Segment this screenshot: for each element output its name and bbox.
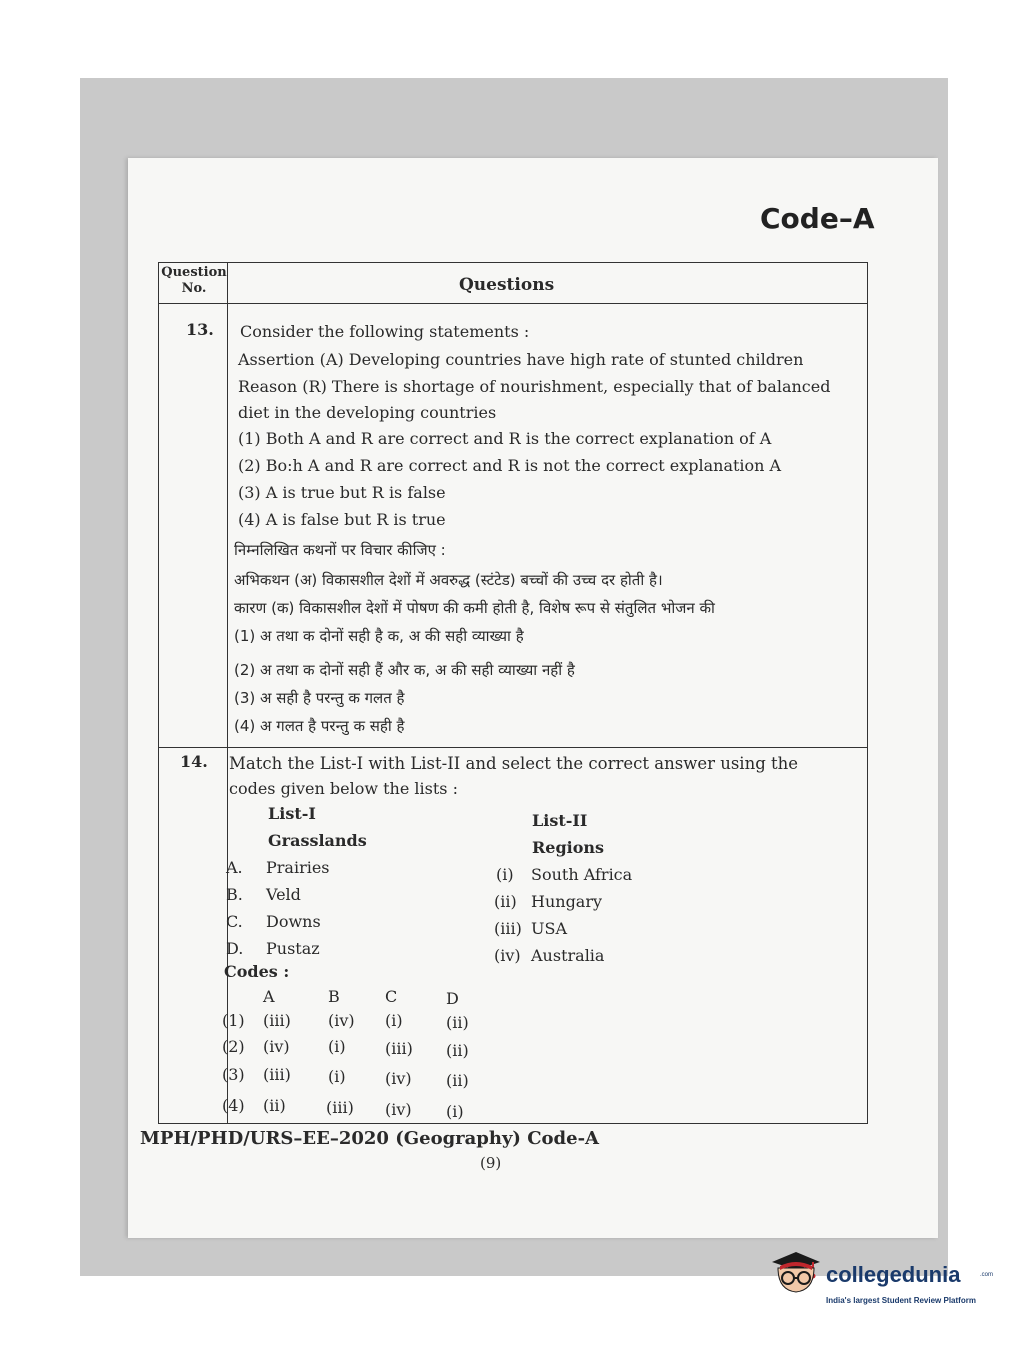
- code-cell: (ii): [446, 1071, 469, 1090]
- q13-line: diet in the developing countries: [238, 403, 497, 422]
- list1-item-key: C.: [226, 912, 243, 931]
- list2-title: List-II: [532, 811, 588, 830]
- q13-hindi-line: कारण (क) विकासशील देशों में पोषण की कमी होती है, विशेष रूप से संतुलित भोजन की: [234, 599, 715, 617]
- code-cell: (ii): [446, 1041, 469, 1060]
- page-number: (9): [480, 1154, 502, 1172]
- q13-hindi-option-1: (1) अ तथा क दोनों सही है क, अ की सही व्याख्या है: [234, 627, 524, 645]
- list1-subtitle: Grasslands: [268, 831, 367, 850]
- q13-hindi-option-4: (4) अ गलत है परन्तु क सही है: [234, 717, 405, 735]
- code-header: C: [385, 987, 398, 1006]
- list1-item-key: D.: [226, 939, 244, 958]
- q13-line: Consider the following statements :: [240, 322, 530, 341]
- code-header: A: [263, 987, 275, 1006]
- code-row-label: (1): [222, 1011, 245, 1030]
- list1-item-value: Prairies: [266, 858, 330, 877]
- q13-line: Assertion (A) Developing countries have high rate of stunted children: [238, 350, 804, 369]
- list1-item-key: A.: [226, 858, 243, 877]
- q13-hindi-option-2: (2) अ तथा क दोनों सही हैं और क, अ की सही व्याख्या नहीं है: [234, 661, 575, 679]
- q13-option-4: (4) A is false but R is true: [238, 510, 446, 529]
- list1-item-value: Downs: [266, 912, 321, 931]
- brand-tagline: India's largest Student Review Platform: [826, 1296, 976, 1305]
- mascot-icon: [772, 1252, 820, 1292]
- question-13-number: 13.: [186, 320, 214, 339]
- code-row-label: (3): [222, 1065, 245, 1084]
- q14-intro-line: codes given below the lists :: [229, 779, 458, 798]
- list1-item-value: Veld: [266, 885, 301, 904]
- list2-item-value: South Africa: [531, 865, 633, 884]
- code-label: Code–A: [760, 202, 875, 235]
- code-header: D: [446, 989, 459, 1008]
- question-14-number: 14.: [180, 752, 208, 771]
- code-header: B: [328, 987, 340, 1006]
- code-cell: (iv): [328, 1011, 355, 1030]
- header-questions: Questions: [459, 275, 555, 295]
- codes-label: Codes :: [224, 962, 290, 981]
- code-cell: (iv): [263, 1037, 290, 1056]
- code-row-label: (4): [222, 1096, 245, 1115]
- list2-item-value: Hungary: [531, 892, 603, 911]
- list1-title: List-I: [268, 804, 316, 823]
- code-cell: (ii): [446, 1013, 469, 1032]
- list2-item-value: USA: [531, 919, 567, 938]
- list2-subtitle: Regions: [532, 838, 605, 857]
- code-cell: (i): [385, 1011, 403, 1030]
- q13-hindi-line: अभिकथन (अ) विकासशील देशों में अवरुद्ध (स्टंटेड) बच्चों की उच्च दर होती है।: [234, 571, 663, 589]
- list2-item-key: (iii): [494, 919, 522, 938]
- list2-item-key: (i): [496, 865, 514, 884]
- code-cell: (iv): [385, 1069, 412, 1088]
- code-cell: (iv): [385, 1100, 412, 1119]
- brand-name: collegedunia: [826, 1262, 961, 1287]
- row-divider: [159, 747, 867, 748]
- q13-line: Reason (R) There is shortage of nourishment, especially that of balanced: [238, 377, 831, 396]
- header-question-no: Question No.: [161, 265, 227, 296]
- code-cell: (i): [328, 1037, 346, 1056]
- code-row-label: (2): [222, 1037, 245, 1056]
- list1-item-key: B.: [226, 885, 243, 904]
- q13-option-3: (3) A is true but R is false: [238, 483, 446, 502]
- code-cell: (iii): [263, 1065, 291, 1084]
- code-cell: (ii): [263, 1096, 286, 1115]
- brand-domain: .com: [980, 1272, 994, 1278]
- page-footer: MPH/PHD/URS–EE–2020 (Geography) Code-A: [140, 1128, 600, 1149]
- list1-item-value: Pustaz: [266, 939, 320, 958]
- q13-hindi-option-3: (3) अ सही है परन्तु क गलत है: [234, 689, 405, 707]
- header-divider: [159, 303, 867, 304]
- column-divider: [227, 263, 228, 1123]
- list2-item-key: (iv): [494, 946, 521, 965]
- code-cell: (i): [328, 1067, 346, 1086]
- q13-hindi-line: निम्नलिखित कथनों पर विचार कीजिए :: [234, 541, 446, 559]
- q13-option-1: (1) Both A and R are correct and R is the correct explanation of A: [238, 429, 772, 448]
- list2-item-value: Australia: [531, 946, 605, 965]
- q13-option-2: (2) Bo:h A and R are correct and R is not the correct explanation A: [238, 456, 782, 475]
- code-cell: (i): [446, 1102, 464, 1121]
- code-cell: (iii): [385, 1039, 413, 1058]
- code-cell: (iii): [326, 1098, 354, 1117]
- list2-item-key: (ii): [494, 892, 517, 911]
- q14-intro-line: Match the List-I with List-II and select the correct answer using the: [229, 754, 799, 773]
- code-cell: (iii): [263, 1011, 291, 1030]
